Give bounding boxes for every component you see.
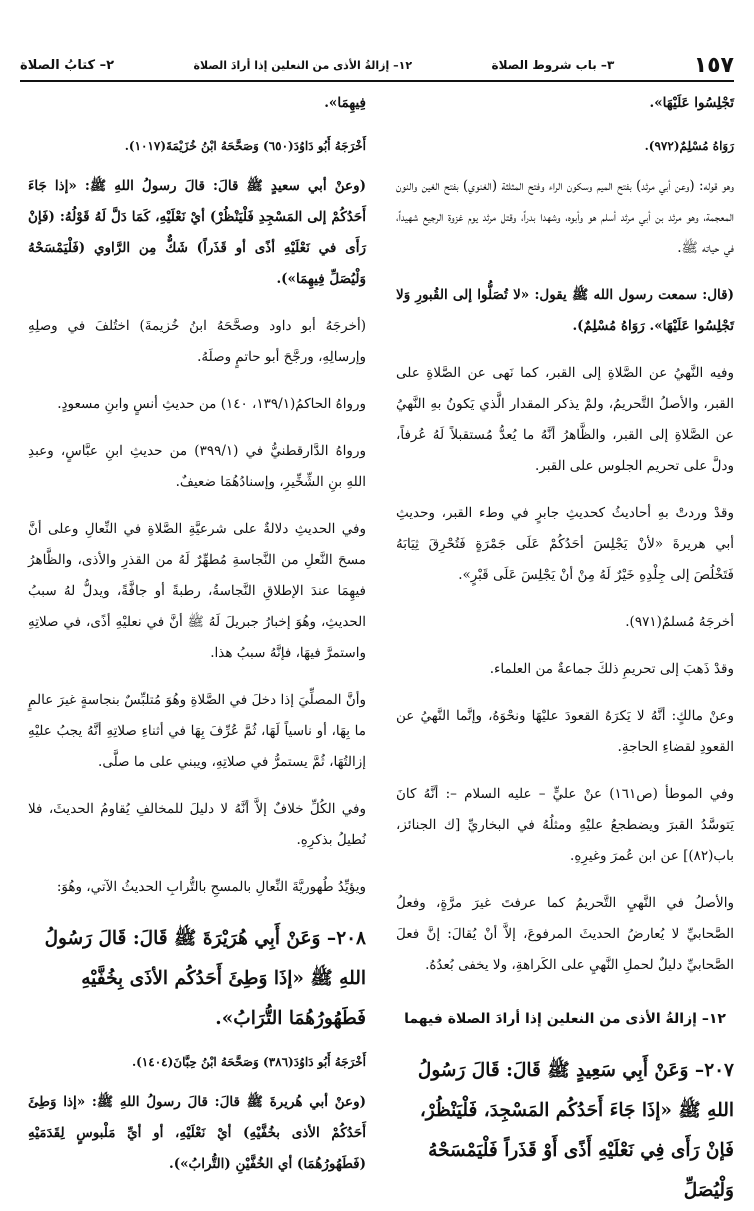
page-number: ١٥٧ (693, 52, 734, 78)
paragraph: وفي الحديثِ دلالةٌ على شرعيَّةِ الصَّلاةِ في النِّعالِ وعلى أنَّ مسحَ النَّعلِ من النَّجاسةِ مُطهِّرٌ لَهُ من القذرِ والأذى، والظَّاهرُ فيهِمَا عندَ الإطلاقِ النَّجاسةُ، رطبةً أو جافَّةً، ويدلُّ لهُ سببُ الحديثِ، وهُوَ إخبارُ جبريلَ لَهُ ﷺ أنَّ في نعليْهِ أذًى، في صلاتِهِ واستمرَّ فيهَا، فإنَّهُ سببُ هذا. (28, 521, 366, 661)
paragraph: وقدْ وردتْ بهِ أحاديثُ كحديثِ جابرٍ في وطء القبر، وحديثِ أبي هريرةَ «لأنْ يَجْلِسَ أحَدُكُمْ عَلَى جَمْرَةٍ فَتُحْرِقَ ثِيَابَهُ فَتَخْلُصَ إلى جِلْدِهِ خَيْرٌ لَهُ مِنْ أنْ يَجْلِسَ عَلَى قَبْرٍ». (396, 505, 734, 583)
reference-note: رَوَاهُ مُسْلِمٌ(٩٧٢). (644, 139, 734, 153)
paragraph: (أخرجَهُ أبو داود وصحَّحَهُ ابنُ خُزيمةَ) اختُلفَ في وصلِهِ وإرسالِهِ، ورجَّحَ أبو حاتمٍ وصلَهُ. (28, 318, 366, 365)
paragraph: فِيهِمَا». (324, 95, 366, 111)
paragraph: (وعنْ أبي سعيدٍ ﷺ قالَ: قالَ رسولُ اللهِ ﷺ: «إذا جَاءَ أَحَدُكُمْ إلى المَسْجِدِ فَلْيَنْظُرْ) أيْ نَعْلَيْهِ، كَمَا دَلَّ لَهُ قَوْلُهُ: (فَإنْ رَأَى في نَعْلَيْهِ أذًى أو قَذَراً) شَكٌّ مِن الرَّاوي (فَلْيَمْسَحْهُ وَلْيُصَلِّ فِيهِمَا»). (28, 178, 366, 287)
paragraph: وفيه النَّهيُ عن الصَّلاةِ إلى القبر، كما نَهى عن الصَّلاةِ على القبر، والأصلُ التَّحريمُ، ولمْ يذكر المقدار الَّذي يَكونُ بهِ النَّهيُ عن الصَّلاةِ إلى القبر، والظَّاهرُ أنَّهُ ما يُعدُّ مُستقبلاً لَهُ عُرفاً، ودلَّ على تحريم الجلوس على القبر. (396, 365, 734, 474)
paragraph: والأصلُ في النَّهيِ التَّحريمُ كما عرفتَ غيرَ مرَّةٍ، وفعلُ الصَّحابيِّ لا يُعارضُ الحديثَ المرفوعَ، إلاَّ أنْ يُقالَ: إنَّ فعلَ الصَّحابيِّ دليلٌ لحملِ النَّهيِ على الكَراهةِ، ولا يخفى بُعدُهُ. (396, 895, 734, 973)
section-title-header: ١٢– إزالةُ الأذى من النعلين إذا أرادَ الصلاة (193, 58, 413, 72)
section-heading: ١٢– إزالةُ الأذى من النعلين إذا أرادَ الصلاة فيهما (404, 1011, 726, 1027)
hadith-text: ٢٠٧– وَعَنْ أَبِي سَعِيدٍ ﷺ قَالَ: قَالَ رَسُولُ اللهِ ﷺ «إذَا جَاءَ أَحَدُكُم المَسْجِدَ، فَلْيَنْظُرْ، فَإنْ رَأَى فِي نَعْلَيْهِ أَذًى أَوْ قَذَراً فَلْيَمْسَحْهُ وَلْيُصَلِّ (417, 1060, 734, 1201)
paragraph: تَجْلِسُوا عَلَيْهَا». (649, 95, 734, 111)
paragraph: وهو قوله: (وعن أبي مرثد) بفتح الميم وسكون الراء وفتح المثلثة (الغنوي) بفتح الغين والنون المعجمة، وهو مرثد بن أبي مرثد أسلم هو وأبوه، وشهدا بدراً، وقتل مرثد يوم غزوة الرجيع شهيداً، في حياته ﷺ. (396, 178, 734, 256)
paragraph: وفي الموطأ (ص١٦١) عنْ عليٍّ – عليه السلام –: أنَّهُ كانَ يَتوسَّدُ القبرَ ويضطجعُ عليْهِ ومثلُهُ في البخاريِّ [ك الجنائز، باب(٨٢)] عن ابن عُمرَ وغيرِهِ. (396, 786, 734, 864)
reference-note: أَخْرَجَهُ أَبُو دَاوُدَ(٦٥٠) وَصَحَّحَهُ ابْنُ خُزَيْمَةَ(١٠١٧). (124, 139, 366, 153)
chapter-title: ٣– باب شروط الصلاة (491, 58, 615, 72)
paragraph: (وعنْ أبي هُريرةَ ﷺ قالَ: قالَ رسولُ اللهِ ﷺ: «إذا وَطِئَ أَحَدُكُمْ الأذى بخُفَّيْهِ) أيْ نَعْلَيْهِ، أو أيِّ مَلْبوسٍ لِقَدَمَيْهِ (فَطَهُورُهُمَا) أي الخُفَّيْنِ (التُّرابُ»). (28, 1094, 366, 1172)
book-title: ٢– كتابُ الصلاة (20, 57, 115, 73)
reference-note: أَخْرَجَهُ أَبُو دَاوُدَ(٣٨٦) وَصَحَّحَهُ ابْنُ حِبَّانَ(١٤٠٤). (131, 1055, 366, 1069)
paragraph: ورواهُ الحاكمُ(١٣٩/١، ١٤٠) من حديثِ أنسٍ وابنِ مسعودٍ. (57, 396, 366, 412)
paragraph: (قال: سمعت رسول الله ﷺ يقول: «لا تُصَلُّوا إلى القُبورِ وَلا تَجْلِسُوا عَلَيْهَا». رَوَاهُ مُسْلِمٌ). (396, 287, 734, 334)
paragraph: ويؤيِّدُ طُهوريَّةَ النِّعالِ بالمسحِ بالتُّرابِ الحديثُ الآتي، وهُوَ: (56, 879, 366, 895)
paragraph: وأنَّ المصلِّيَ إذا دخلَ في الصَّلاةِ وهُوَ مُتلبِّسٌ بنجاسةٍ غيرَ عالمٍ ما بِهَا، أو ناسياً لَهَا، ثُمَّ عُرِّفَ بِهَا في أثناءِ صلاتِهِ أنَّهُ يجبُ عليْهِ إزالتُهَا، ثُمَّ يستمرُّ في صلاتِهِ، ويبني على ما صلَّى. (28, 692, 366, 770)
right-column (396, 88, 734, 1201)
paragraph: وقدْ ذَهبَ إلى تحريمِ ذلكَ جماعةٌ من العلماء. (489, 661, 734, 677)
hadith-text: ٢٠٨– وَعَنْ أَبِي هُرَيْرَةَ ﷺ قَالَ: قَالَ رَسُولُ اللهِ ﷺ «إذَا وَطِئَ أَحَدُكُم الأذَى بِخُفَّيْهِ فَطَهُورُهُمَا التُّرَابُ». (44, 928, 366, 1029)
paragraph: وفي الكُلِّ خلافٌ إلاَّ أنَّهُ لا دليلَ للمخالفِ يُقاومُ الحديثَ، فلا نُطيلُ بذكرِهِ. (28, 801, 366, 848)
running-header (20, 52, 734, 78)
paragraph: وعنْ مالكٍ: أنَّهُ لا يَكرَهُ القعودَ عليْهَا ونحْوَهُ، وإنَّما النَّهيُ عن القعودِ لقضاءِ الحاجةِ. (396, 708, 734, 755)
paragraph: أخرجَهُ مُسلمٌ(٩٧١). (625, 614, 734, 630)
paragraph: ورواهُ الدَّارقطنيُّ في (٣٩٩/١) من حديثِ ابنِ عبَّاسٍ، وعبدِ اللهِ بنِ الشِّخِّيرِ، وإسنادُهُمَا ضعيفٌ. (28, 443, 366, 490)
left-column (28, 88, 366, 1172)
header-rule (20, 80, 734, 82)
